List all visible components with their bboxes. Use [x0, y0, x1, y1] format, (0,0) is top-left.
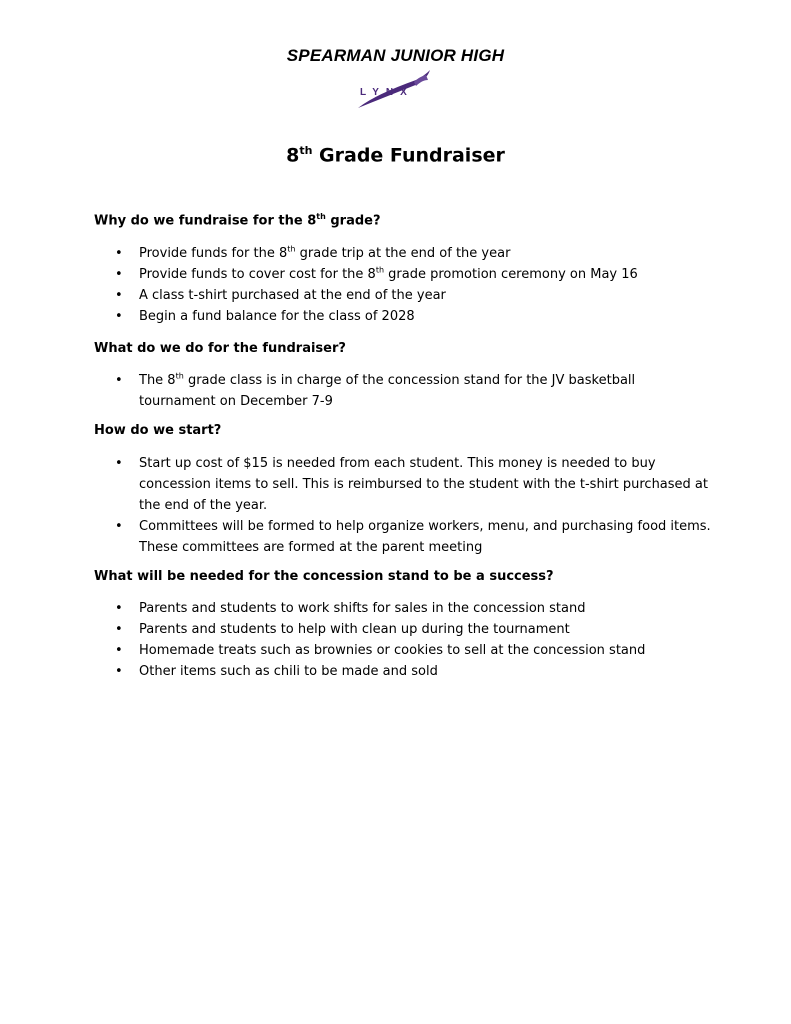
item-text: Parents and students to help with clean up during the tournament [139, 622, 570, 637]
bullet-icon: • [115, 267, 123, 282]
heading-text: What do we do for the fundraiser? [94, 341, 346, 356]
list-item [94, 598, 714, 619]
bullet-icon: • [115, 246, 123, 261]
bullet-icon: • [115, 373, 123, 388]
section-list [94, 370, 714, 412]
title-prefix: 8 [286, 144, 300, 167]
title-suffix: Grade Fundraiser [312, 144, 505, 167]
bullet-icon: • [115, 622, 123, 637]
list-item [94, 453, 714, 516]
item-text: Homemade treats such as brownies or cookies to sell at the concession stand [139, 643, 646, 658]
heading-text: What will be needed for the concession stand to be a success? [94, 569, 554, 584]
bullet-icon: • [115, 519, 123, 534]
section-heading [94, 423, 221, 438]
item-text: Other items such as chili to be made and sold [139, 664, 438, 679]
heading-text: How do we start? [94, 423, 222, 438]
list-item [94, 243, 714, 264]
item-text: A class t-shirt purchased at the end of the year [139, 288, 446, 303]
lynx-logo [354, 66, 438, 112]
bullet-icon: • [115, 288, 123, 303]
item-text-end: grade trip at the end of the year [295, 246, 511, 261]
list-item [94, 516, 714, 558]
section-heading [94, 341, 346, 356]
list-item [94, 370, 714, 412]
document-header [0, 46, 791, 66]
logo-text: LYNX [360, 87, 414, 98]
heading-text-end: grade? [325, 213, 381, 229]
list-item [94, 264, 714, 285]
item-text: Provide funds for the 8 [139, 246, 288, 261]
bullet-icon: • [115, 456, 123, 471]
bullet-icon: • [115, 601, 123, 616]
section-list [94, 243, 714, 327]
heading-sup: th [316, 212, 326, 221]
heading-text: Why do we fundraise for the 8 [94, 213, 317, 229]
item-text: Start up cost of $15 is needed from each student. This money is needed to buy concession items to sell. This is reimbursed to the student with the t-shirt purchased at the end of the year. [139, 456, 708, 513]
list-item [94, 619, 714, 640]
bullet-icon: • [115, 643, 123, 658]
item-sup: th [287, 244, 296, 254]
section-heading [94, 569, 554, 584]
list-item [94, 306, 714, 327]
item-text-end: grade promotion ceremony on May 16 [384, 267, 638, 282]
school-name: SPEARMAN JUNIOR HIGH [286, 46, 505, 65]
list-item [94, 285, 714, 306]
item-sup: th [375, 265, 385, 275]
section-list [94, 598, 714, 682]
page-title [0, 144, 791, 166]
section-heading [94, 212, 381, 228]
item-text: Provide funds to cover cost for the 8 [139, 267, 376, 282]
section-list [94, 453, 714, 558]
title-sup: th [299, 144, 313, 157]
item-text: The 8 [139, 373, 176, 388]
item-text: Committees will be formed to help organize workers, menu, and purchasing food items. These committees are formed at the parent meeting [139, 519, 711, 555]
item-text: Parents and students to work shifts for sales in the concession stand [139, 601, 586, 616]
item-sup: th [175, 371, 184, 381]
item-text: Begin a fund balance for the class of 2028 [139, 309, 415, 324]
bullet-icon: • [115, 309, 123, 324]
item-text-end: grade class is in charge of the concession stand for the JV basketball tournament on December 7-9 [139, 373, 636, 409]
list-item [94, 640, 714, 661]
bullet-icon: • [115, 664, 123, 679]
list-item [94, 661, 714, 682]
